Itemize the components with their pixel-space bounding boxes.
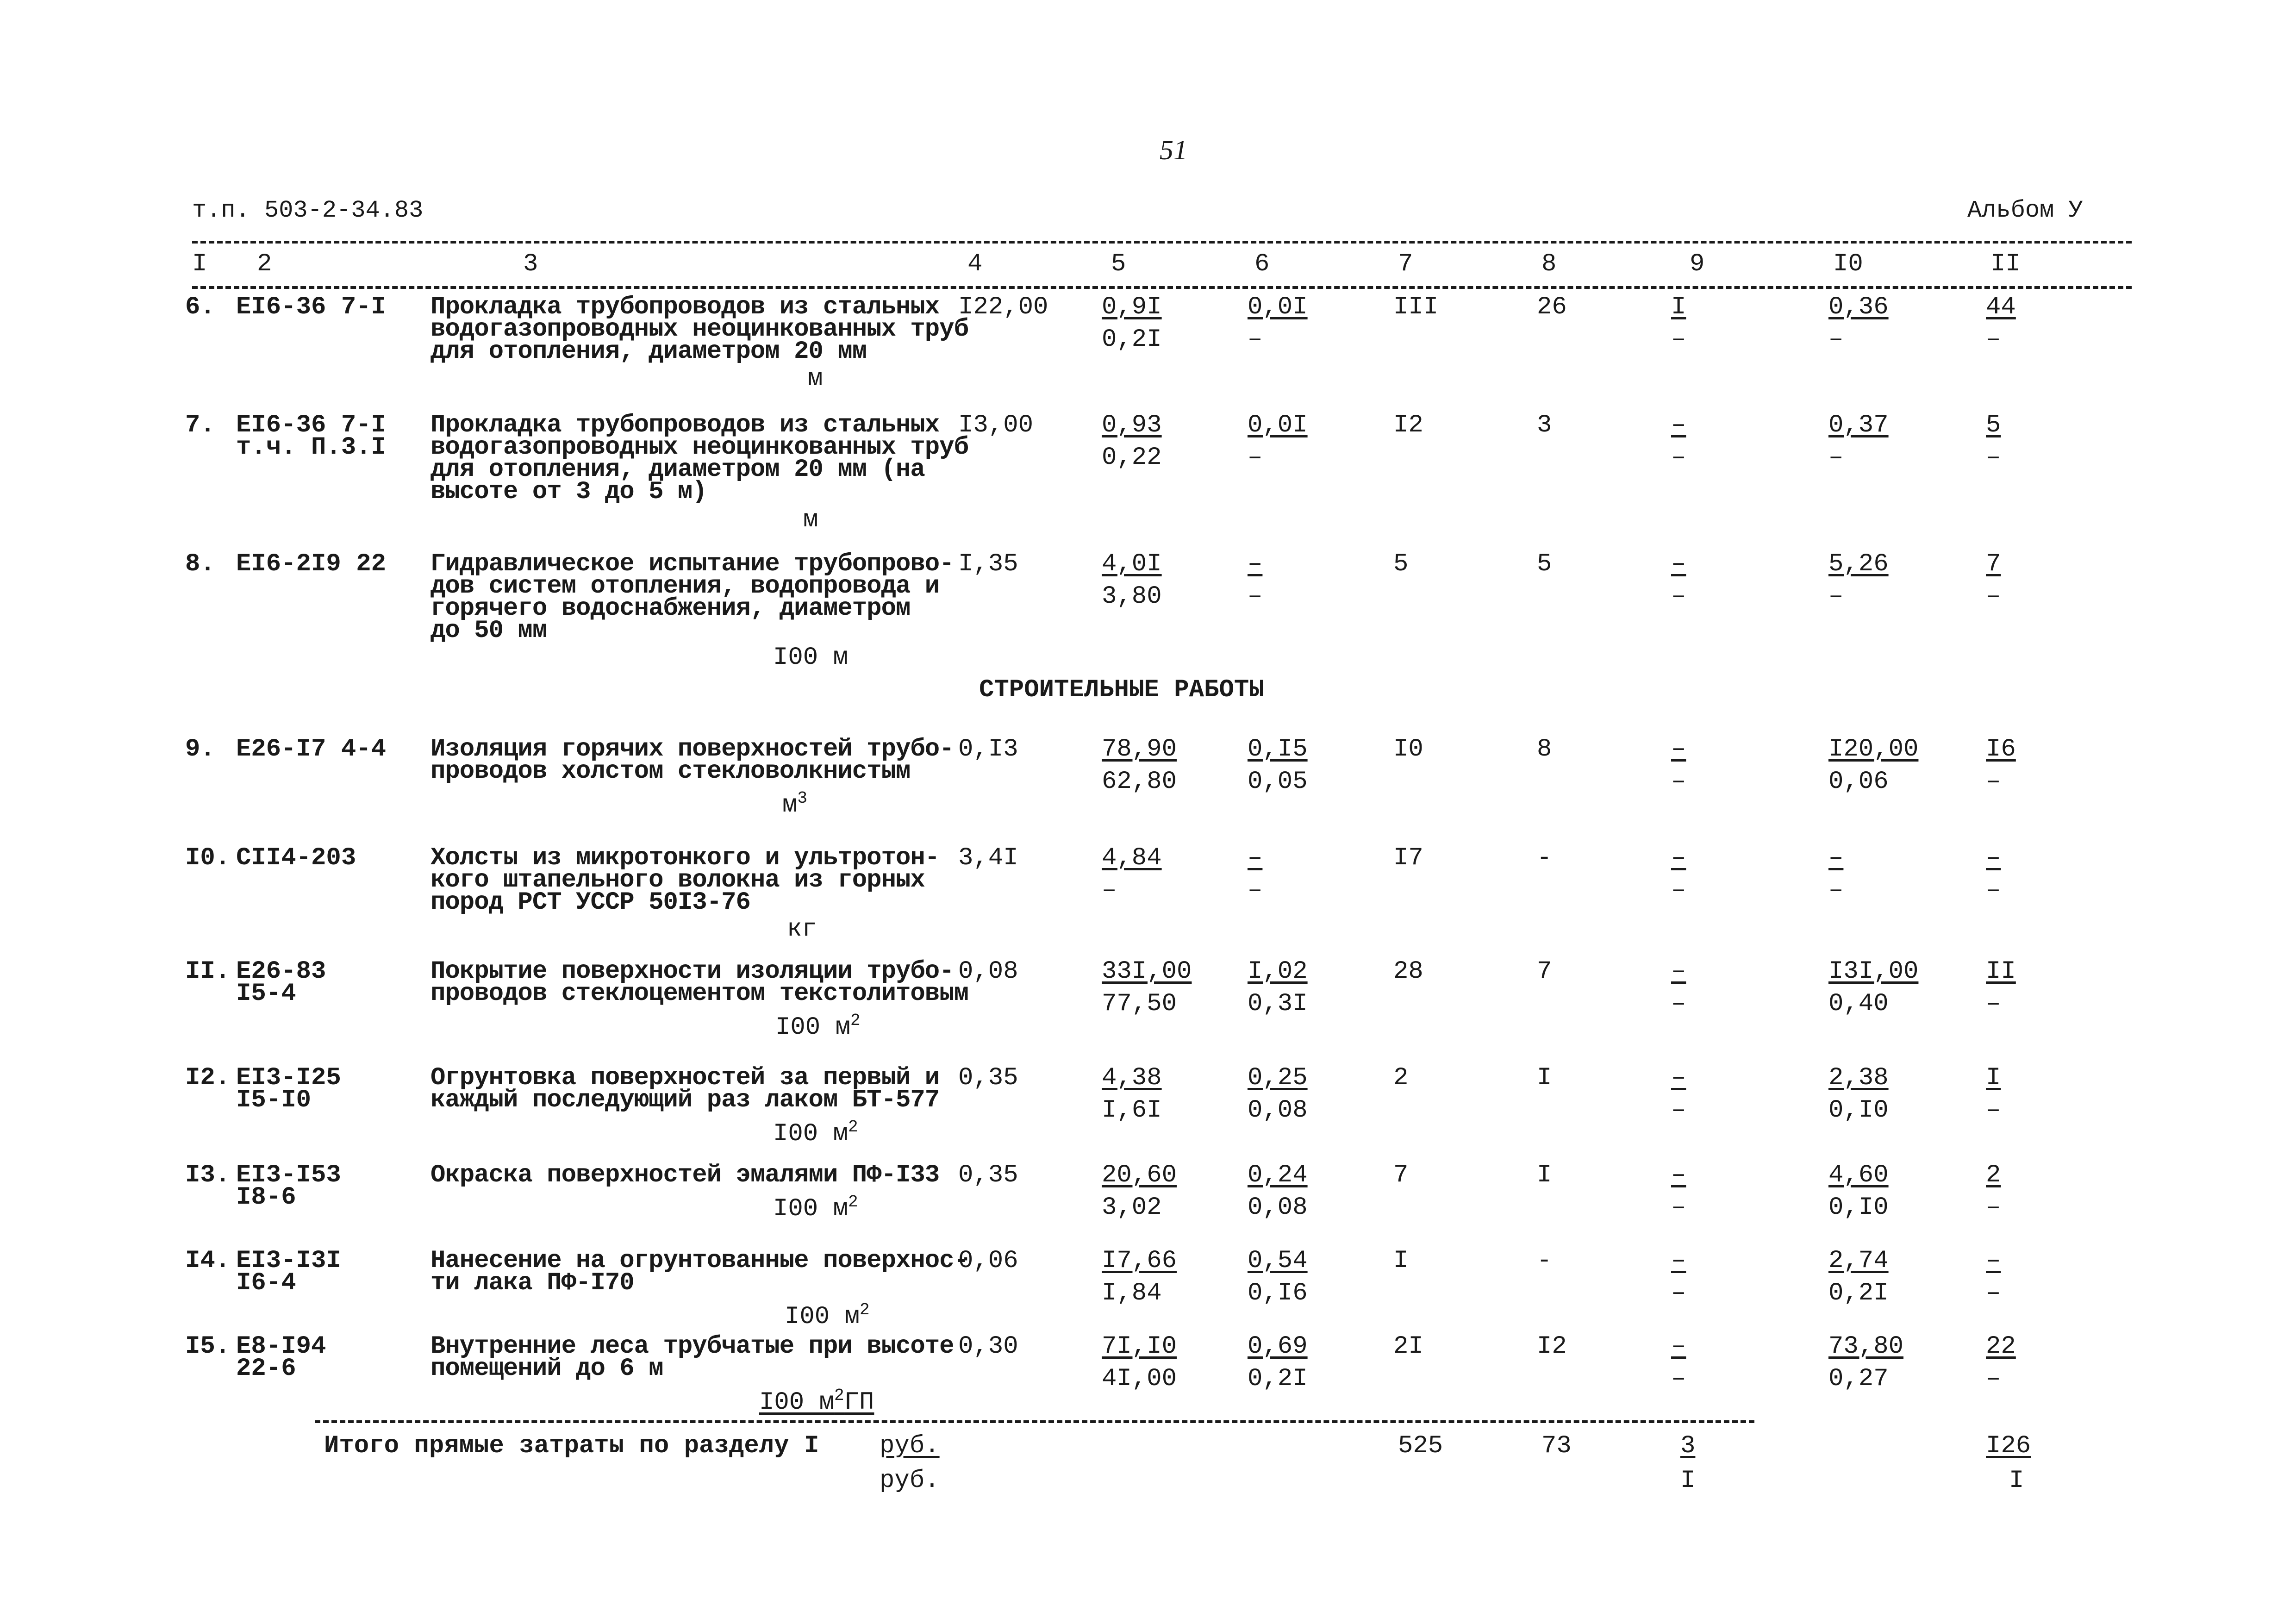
col11-top: – xyxy=(1986,1247,2001,1275)
total-cost: 7 xyxy=(1393,1161,1409,1189)
rate-code: Е26-83 xyxy=(236,957,326,986)
total-wages: 3 xyxy=(1537,411,1552,439)
column-number: I0 xyxy=(1833,250,1863,278)
quantity: 0,35 xyxy=(958,1161,1018,1189)
rate-code-suffix: 22-6 xyxy=(236,1355,296,1383)
total-unit-b: руб. xyxy=(880,1467,940,1495)
measure-unit xyxy=(759,1385,874,1417)
cost-total: 0,9I xyxy=(1102,293,1162,321)
row-number: I2. xyxy=(185,1064,231,1092)
machine-cost: 0,24 xyxy=(1248,1161,1308,1189)
col10-bottom: – xyxy=(1828,582,1844,611)
total-label: Итого прямые затраты по разделу I xyxy=(324,1432,819,1460)
column-number: 7 xyxy=(1398,250,1413,278)
machine-wages: 0,05 xyxy=(1248,768,1308,796)
row-number: 6. xyxy=(185,293,215,321)
col11-top: 7 xyxy=(1986,550,2001,578)
col9-bottom: – xyxy=(1671,1193,1686,1222)
measure-unit-text: I00 м xyxy=(759,1388,835,1417)
total-col11-bottom: I xyxy=(2009,1467,2024,1495)
col9-bottom: – xyxy=(1671,1279,1686,1307)
total-wages: 8 xyxy=(1537,735,1552,763)
cost-wages: 4I,00 xyxy=(1102,1365,1177,1393)
total-cost: 2 xyxy=(1393,1064,1409,1092)
col11-top: I6 xyxy=(1986,735,2016,763)
quantity: I3,00 xyxy=(958,411,1034,439)
column-number: 2 xyxy=(257,250,272,278)
total-cost: III xyxy=(1393,293,1439,321)
total-rule xyxy=(315,1420,1754,1423)
work-description: Покрытие поверхности изоляции трубо- проводов стеклоцементом текстолитовым xyxy=(430,957,968,1008)
measure-unit-text: м xyxy=(803,506,818,534)
measure-unit-exponent: 2 xyxy=(848,1193,858,1212)
machine-cost: 0,25 xyxy=(1248,1064,1308,1092)
measure-unit xyxy=(808,365,823,393)
header-top-rule xyxy=(192,241,2132,244)
cost-wages: I,6I xyxy=(1102,1096,1162,1124)
total-col9-bottom: I xyxy=(1680,1467,1696,1495)
measure-unit-exponent: 2 xyxy=(848,1118,858,1137)
row-number: I5. xyxy=(185,1332,231,1361)
row-number: II. xyxy=(185,957,231,986)
col11-top: 2 xyxy=(1986,1161,2001,1189)
total-wages: I2 xyxy=(1537,1332,1567,1361)
col9-bottom: – xyxy=(1671,1096,1686,1124)
rate-code: Е26-I7 4-4 xyxy=(236,735,387,763)
rate-code: ЕI6-36 7-I xyxy=(236,293,387,321)
cost-wages: 62,80 xyxy=(1102,768,1177,796)
measure-unit xyxy=(785,1299,870,1331)
measure-unit-text: м xyxy=(782,791,798,819)
rate-code-suffix: т.ч. П.3.I xyxy=(236,433,387,462)
measure-unit-exponent: 2 xyxy=(850,1011,861,1030)
cost-wages: 0,22 xyxy=(1102,443,1162,472)
column-number: I xyxy=(192,250,207,278)
machine-wages: 0,08 xyxy=(1248,1096,1308,1124)
rate-code: CII4-203 xyxy=(236,844,356,872)
col11-bottom: – xyxy=(1986,990,2001,1018)
col10-top: 2,38 xyxy=(1828,1064,1889,1092)
column-number: 3 xyxy=(523,250,538,278)
rate-code-suffix: I6-4 xyxy=(236,1269,296,1297)
quantity: 0,35 xyxy=(958,1064,1018,1092)
row-number: 8. xyxy=(185,550,215,578)
quantity: I,35 xyxy=(958,550,1018,578)
cost-total: 4,38 xyxy=(1102,1064,1162,1092)
page-number: 51 xyxy=(1160,135,1187,165)
rate-code: Е8-I94 xyxy=(236,1332,326,1361)
col10-top: 2,74 xyxy=(1828,1247,1889,1275)
document-reference: т.п. 503-2-34.83 xyxy=(192,197,424,224)
row-number: 9. xyxy=(185,735,215,763)
col10-top: 73,80 xyxy=(1828,1332,1904,1361)
measure-unit-exponent: 3 xyxy=(797,789,808,808)
col9-bottom: – xyxy=(1671,443,1686,472)
col10-bottom: – xyxy=(1828,443,1844,472)
col10-top: 5,26 xyxy=(1828,550,1889,578)
col11-top: II xyxy=(1986,957,2016,986)
total-col7: 525 xyxy=(1398,1432,1443,1460)
quantity: 0,30 xyxy=(958,1332,1018,1361)
cost-total: 78,90 xyxy=(1102,735,1177,763)
measure-unit xyxy=(773,643,849,672)
work-description: Огрунтовка поверхностей за первый и каждый последующий раз лаком БТ-577 xyxy=(430,1064,940,1114)
total-wages: I xyxy=(1537,1064,1552,1092)
rate-code: ЕI6-2I9 22 xyxy=(236,550,387,578)
col10-top: I20,00 xyxy=(1828,735,1919,763)
col9-bottom: – xyxy=(1671,1365,1686,1393)
col11-top: 44 xyxy=(1986,293,2016,321)
measure-unit xyxy=(782,787,807,817)
work-description: Внутренние леса трубчатые при высоте помещений до 6 м xyxy=(430,1332,954,1383)
quantity: 0,I3 xyxy=(958,735,1018,763)
machine-wages: – xyxy=(1248,443,1263,472)
col9-bottom: – xyxy=(1671,582,1686,611)
col9-top: – xyxy=(1671,1064,1686,1092)
cost-total: 4,84 xyxy=(1102,844,1162,872)
machine-cost: 0,I5 xyxy=(1248,735,1308,763)
col10-top: 0,36 xyxy=(1828,293,1889,321)
col10-bottom: 0,2I xyxy=(1828,1279,1889,1307)
col9-bottom: – xyxy=(1671,325,1686,354)
total-cost: I2 xyxy=(1393,411,1423,439)
total-cost: 2I xyxy=(1393,1332,1423,1361)
col9-top: – xyxy=(1671,844,1686,872)
column-number: II xyxy=(1990,250,2021,278)
work-description: Гидравлическое испытание трубопрово- дов систем отопления, водопровода и горячего водоснабжения, диаметром до 50 мм xyxy=(430,550,954,645)
cost-total: 4,0I xyxy=(1102,550,1162,578)
total-cost: I0 xyxy=(1393,735,1423,763)
row-number: 7. xyxy=(185,411,215,439)
rate-code: ЕI6-36 7-I xyxy=(236,411,387,439)
col10-bottom: 0,I0 xyxy=(1828,1096,1889,1124)
measure-unit-text: I00 м xyxy=(773,1195,849,1223)
measure-unit xyxy=(773,1191,858,1223)
column-number: 5 xyxy=(1111,250,1126,278)
measure-unit-text: I00 м xyxy=(773,643,849,672)
work-description: Прокладка трубопроводов из стальных водогазопроводных неоцинкованных труб для отопления, диаметром 20 мм xyxy=(430,293,968,366)
total-wages: 26 xyxy=(1537,293,1567,321)
col10-top: – xyxy=(1828,844,1844,872)
work-description: Прокладка трубопроводов из стальных водогазопроводных неоцинкованных труб для отопления, диаметром 20 мм (на высоте от 3 до 5 м) xyxy=(430,411,968,506)
cost-total: 7I,I0 xyxy=(1102,1332,1177,1361)
machine-wages: 0,I6 xyxy=(1248,1279,1308,1307)
measure-unit xyxy=(787,915,817,943)
col9-bottom: – xyxy=(1671,768,1686,796)
total-cost: 28 xyxy=(1393,957,1423,986)
col11-bottom: – xyxy=(1986,325,2001,354)
machine-cost: – xyxy=(1248,550,1263,578)
machine-wages: 0,08 xyxy=(1248,1193,1308,1222)
cost-wages: I,84 xyxy=(1102,1279,1162,1307)
measure-unit-text: I00 м xyxy=(775,1013,851,1042)
measure-unit-text: I00 м xyxy=(785,1303,860,1331)
col9-top: – xyxy=(1671,1332,1686,1361)
measure-unit-suffix: ГП xyxy=(844,1388,874,1417)
column-number: 4 xyxy=(967,250,983,278)
col11-bottom: – xyxy=(1986,876,2001,905)
col11-top: – xyxy=(1986,844,2001,872)
row-number: I3. xyxy=(185,1161,231,1189)
machine-wages: – xyxy=(1248,876,1263,905)
col9-top: – xyxy=(1671,1247,1686,1275)
col9-top: – xyxy=(1671,411,1686,439)
col11-bottom: – xyxy=(1986,582,2001,611)
cost-wages: 77,50 xyxy=(1102,990,1177,1018)
total-wages: - xyxy=(1537,844,1552,872)
cost-wages: 0,2I xyxy=(1102,325,1162,354)
measure-unit-text: м xyxy=(808,365,823,393)
quantity: 0,06 xyxy=(958,1247,1018,1275)
row-number: I0. xyxy=(185,844,231,872)
col11-bottom: – xyxy=(1986,768,2001,796)
rate-code: ЕI3-I25 xyxy=(236,1064,341,1092)
total-wages: I xyxy=(1537,1161,1552,1189)
quantity: 0,08 xyxy=(958,957,1018,986)
column-number: 9 xyxy=(1690,250,1705,278)
col10-bottom: – xyxy=(1828,325,1844,354)
col11-top: 5 xyxy=(1986,411,2001,439)
cost-total: 33I,00 xyxy=(1102,957,1192,986)
rate-code-suffix: I5-4 xyxy=(236,980,296,1008)
section-title: СТРОИТЕЛЬНЫЕ РАБОТЫ xyxy=(979,676,1264,704)
machine-wages: 0,2I xyxy=(1248,1365,1308,1393)
machine-cost: 0,0I xyxy=(1248,293,1308,321)
col10-top: I3I,00 xyxy=(1828,957,1919,986)
header-bottom-rule xyxy=(192,286,2132,289)
col9-bottom: – xyxy=(1671,876,1686,905)
rate-code: ЕI3-I53 xyxy=(236,1161,341,1189)
cost-wages: 3,02 xyxy=(1102,1193,1162,1222)
cost-total: 0,93 xyxy=(1102,411,1162,439)
work-description: Нанесение на огрунтованные поверхнос- ти лака ПФ-I70 xyxy=(430,1247,968,1297)
work-description: Окраска поверхностей эмалями ПФ-I33 xyxy=(430,1161,940,1189)
col11-bottom: – xyxy=(1986,1193,2001,1222)
col11-bottom: – xyxy=(1986,443,2001,472)
total-col11-top: I26 xyxy=(1986,1432,2031,1460)
total-wages: 7 xyxy=(1537,957,1552,986)
cost-total: I7,66 xyxy=(1102,1247,1177,1275)
work-description: Холсты из микротонкого и ультротон- кого штапельного волокна из горных пород РСТ УССР 50I3-76 xyxy=(430,844,940,917)
cost-total: 20,60 xyxy=(1102,1161,1177,1189)
col10-top: 4,60 xyxy=(1828,1161,1889,1189)
total-cost: I xyxy=(1393,1247,1409,1275)
col9-top: – xyxy=(1671,957,1686,986)
col9-top: – xyxy=(1671,735,1686,763)
col10-bottom: 0,40 xyxy=(1828,990,1889,1018)
total-unit-a: руб. xyxy=(880,1432,940,1460)
col11-bottom: – xyxy=(1986,1096,2001,1124)
col9-bottom: – xyxy=(1671,990,1686,1018)
measure-unit xyxy=(775,1010,861,1042)
column-number: 8 xyxy=(1541,250,1557,278)
col10-bottom: 0,06 xyxy=(1828,768,1889,796)
cost-wages: 3,80 xyxy=(1102,582,1162,611)
machine-cost: I,02 xyxy=(1248,957,1308,986)
measure-unit-text: кг xyxy=(787,915,817,943)
col10-bottom: – xyxy=(1828,876,1844,905)
machine-wages: – xyxy=(1248,325,1263,354)
col10-bottom: 0,27 xyxy=(1828,1365,1889,1393)
total-cost: I7 xyxy=(1393,844,1423,872)
col11-bottom: – xyxy=(1986,1279,2001,1307)
col11-bottom: – xyxy=(1986,1365,2001,1393)
col9-top: – xyxy=(1671,550,1686,578)
rate-code-suffix: I5-I0 xyxy=(236,1086,312,1114)
measure-unit-exponent: 2 xyxy=(834,1386,844,1405)
quantity: 3,4I xyxy=(958,844,1018,872)
measure-unit-text: I00 м xyxy=(773,1120,849,1148)
measure-unit-exponent: 2 xyxy=(860,1300,870,1319)
column-number: 6 xyxy=(1254,250,1270,278)
col9-top: I xyxy=(1671,293,1686,321)
col11-top: 22 xyxy=(1986,1332,2016,1361)
rate-code-suffix: I8-6 xyxy=(236,1183,296,1212)
col10-top: 0,37 xyxy=(1828,411,1889,439)
row-number: I4. xyxy=(185,1247,231,1275)
machine-cost: 0,54 xyxy=(1248,1247,1308,1275)
machine-cost: 0,0I xyxy=(1248,411,1308,439)
album-label: Альбом У xyxy=(1967,197,2083,224)
col11-top: I xyxy=(1986,1064,2001,1092)
total-cost: 5 xyxy=(1393,550,1409,578)
total-wages: - xyxy=(1537,1247,1552,1275)
machine-wages: – xyxy=(1248,582,1263,611)
machine-wages: 0,3I xyxy=(1248,990,1308,1018)
measure-unit xyxy=(773,1116,858,1148)
rate-code: ЕI3-I3I xyxy=(236,1247,341,1275)
col10-bottom: 0,I0 xyxy=(1828,1193,1889,1222)
cost-wages: – xyxy=(1102,876,1117,905)
quantity: I22,00 xyxy=(958,293,1048,321)
machine-cost: 0,69 xyxy=(1248,1332,1308,1361)
col9-top: – xyxy=(1671,1161,1686,1189)
total-col9-top: 3 xyxy=(1680,1432,1696,1460)
work-description: Изоляция горячих поверхностей трубо- проводов холстом стекловолкнистым xyxy=(430,735,954,786)
measure-unit xyxy=(803,506,818,534)
total-wages: 5 xyxy=(1537,550,1552,578)
machine-cost: – xyxy=(1248,844,1263,872)
total-col8: 73 xyxy=(1541,1432,1572,1460)
